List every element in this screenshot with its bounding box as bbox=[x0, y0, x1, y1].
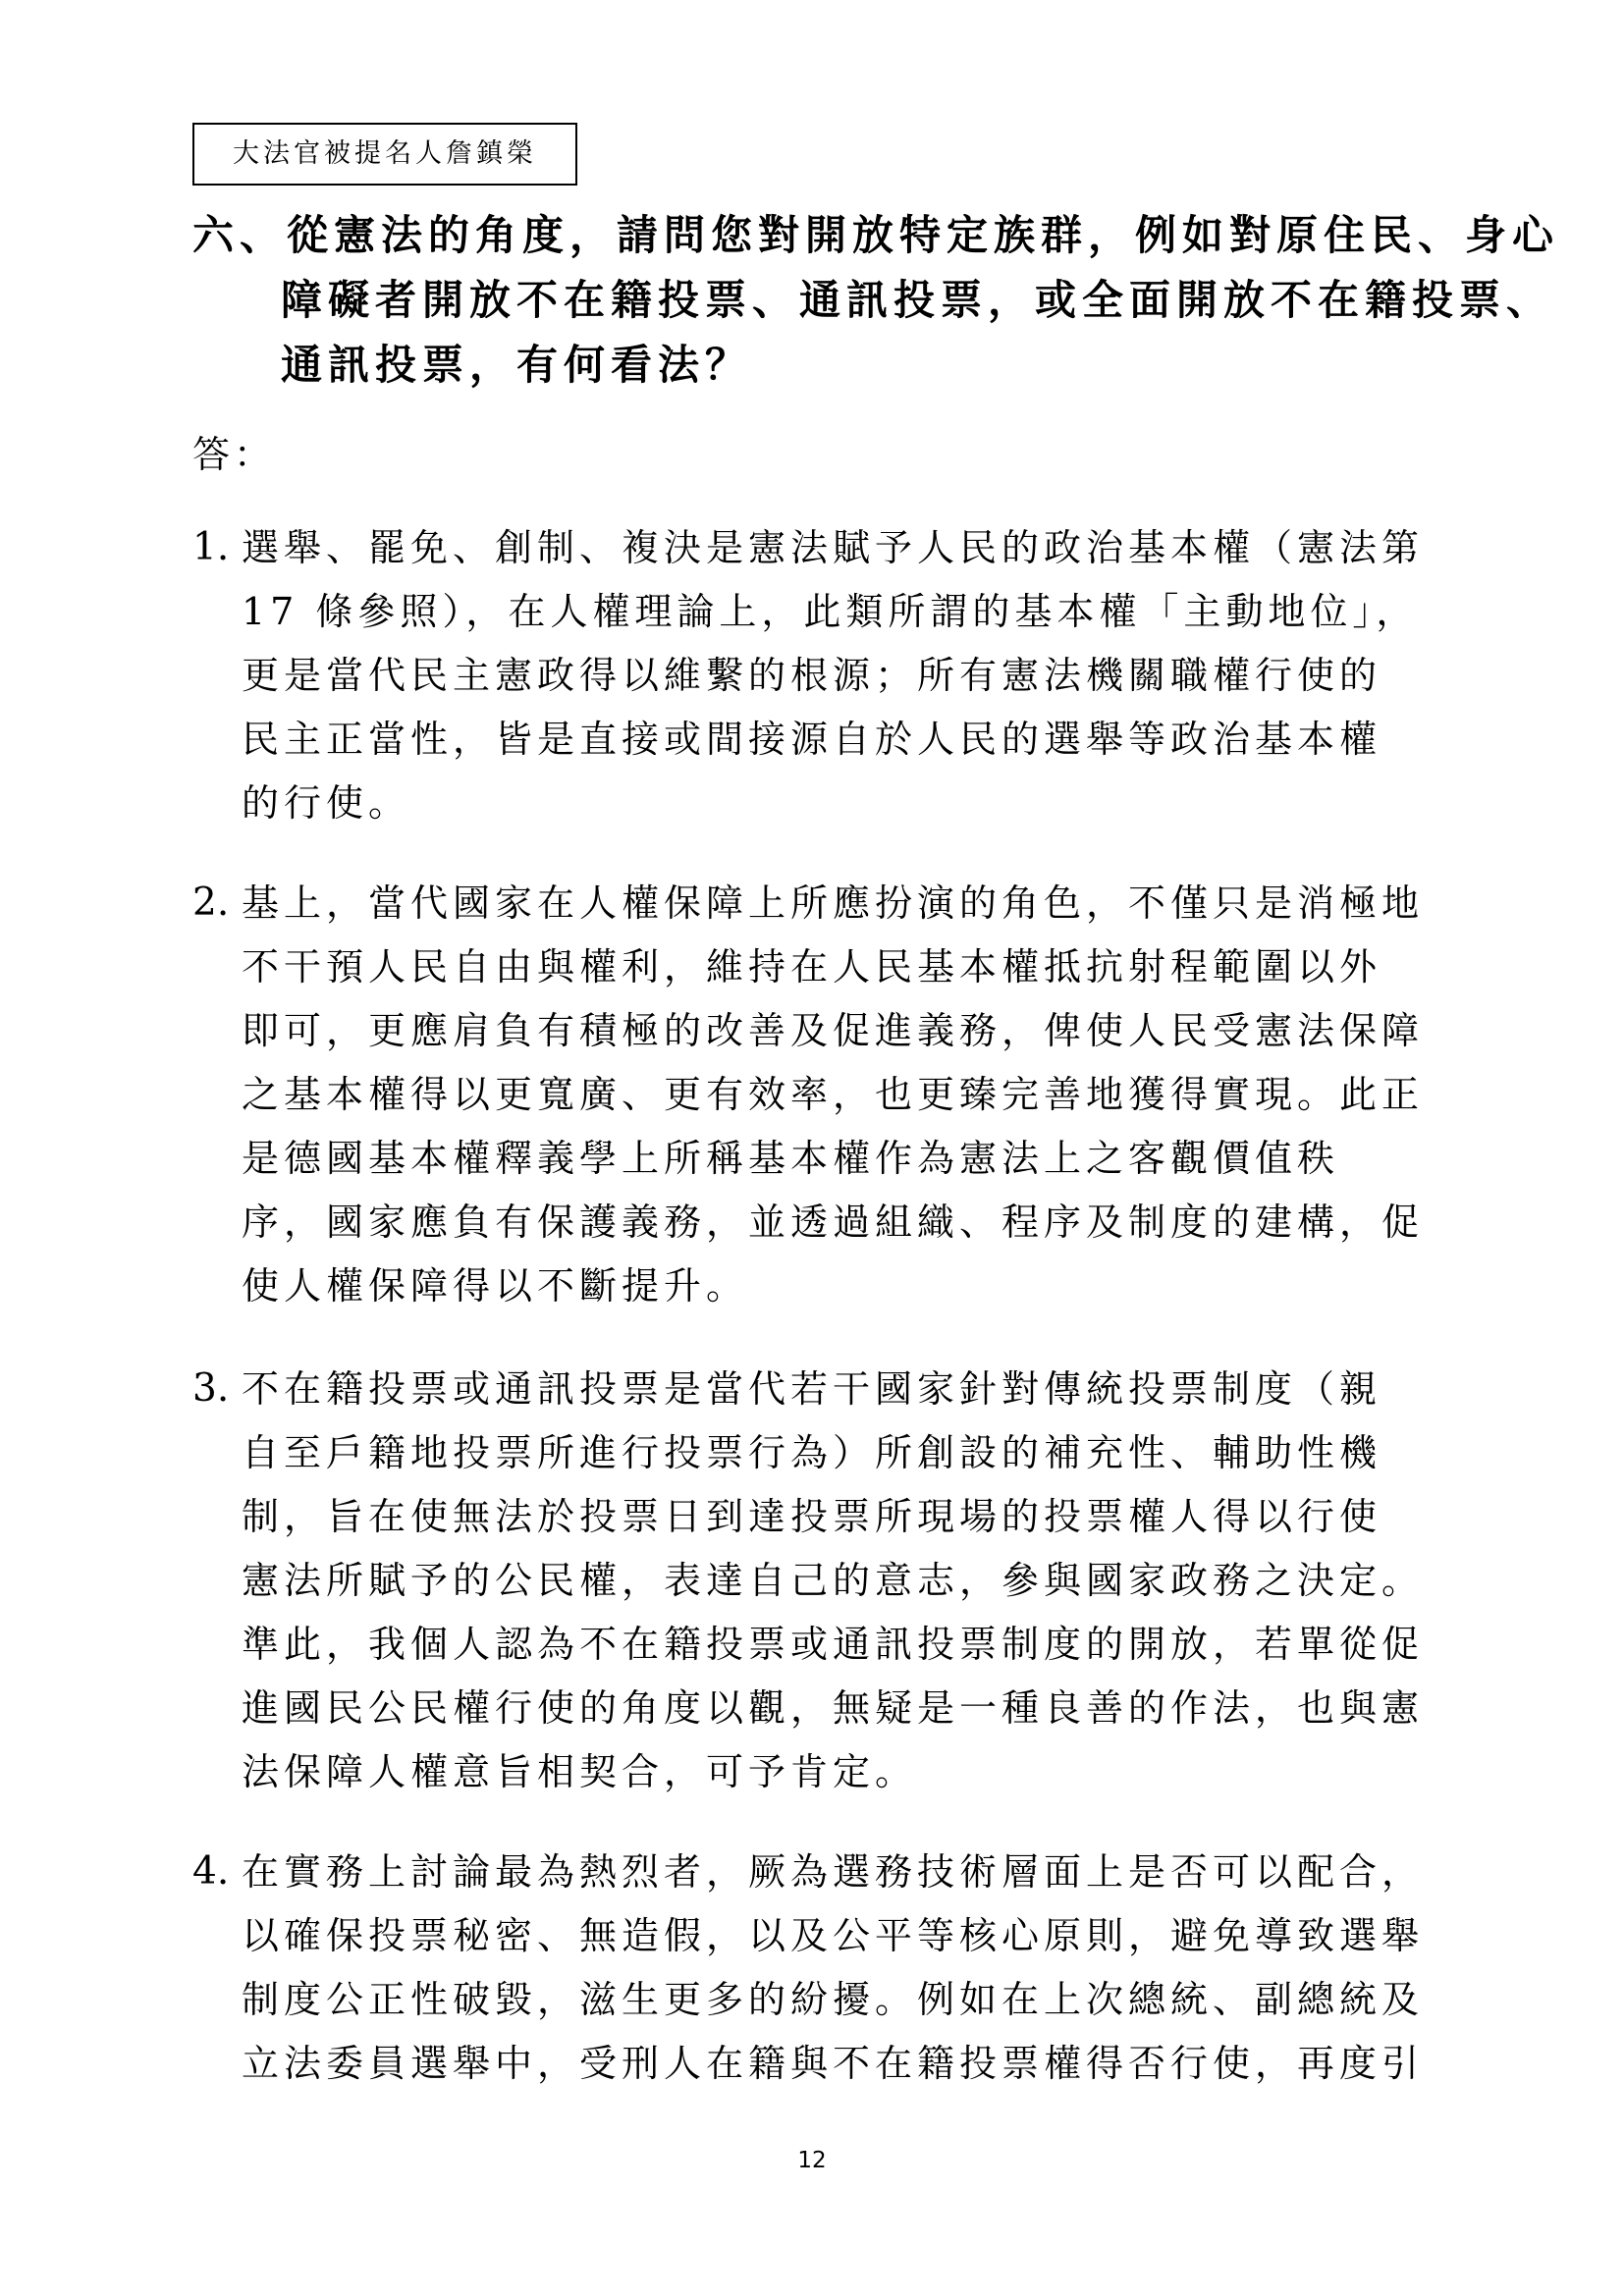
nominee-label-box: 大法官被提名人詹鎮榮 bbox=[192, 123, 577, 186]
paragraph-line: 更是當代民主憲政得以維繫的根源；所有憲法機關職權行使的 bbox=[242, 654, 1382, 697]
paragraph-line: 準此，我個人認為不在籍投票或通訊投票制度的開放，若單從促 bbox=[242, 1623, 1425, 1666]
paragraph-line: 立法委員選舉中，受刑人在籍與不在籍投票權得否行使，再度引 bbox=[242, 2042, 1425, 2085]
paragraph-line: 民主正當性，皆是直接或間接源自於人民的選舉等政治基本權 bbox=[242, 718, 1382, 761]
paragraph-line: 之基本權得以更寬廣、更有效率，也更臻完善地獲得實現。此正 bbox=[242, 1073, 1425, 1116]
paragraph-line: 使人權保障得以不斷提升。 bbox=[242, 1264, 749, 1308]
answer-label: 答： bbox=[192, 433, 276, 476]
paragraph-line: 以確保投票秘密、無造假，以及公平等核心原則，避免導致選舉 bbox=[242, 1914, 1425, 1957]
question-line: 通訊投票，有何看法？ bbox=[281, 341, 753, 389]
paragraph-line: 進國民公民權行使的角度以觀，無疑是一種良善的作法，也與憲 bbox=[242, 1686, 1425, 1730]
page-number: 12 bbox=[797, 2148, 827, 2173]
paragraph-number: 2. bbox=[192, 881, 230, 925]
paragraph-line: 自至戶籍地投票所進行投票行為）所創設的補充性、輔助性機 bbox=[242, 1431, 1382, 1474]
paragraph-line: 制度公正性破毀，滋生更多的紛擾。例如在上次總統、副總統及 bbox=[242, 1978, 1425, 2021]
paragraph-line: 序，國家應負有保護義務，並透過組織、程序及制度的建構，促 bbox=[242, 1201, 1425, 1244]
paragraph-line: 在實務上討論最為熱烈者，厥為選務技術層面上是否可以配合， bbox=[242, 1850, 1425, 1894]
paragraph-line: 不干預人民自由與權利，維持在人民基本權抵抗射程範圍以外 bbox=[242, 945, 1382, 988]
question-line: 六、從憲法的角度，請問您對開放特定族群，例如對原住民、身心 bbox=[192, 211, 1560, 259]
paragraph-line: 的行使。 bbox=[242, 781, 411, 825]
paragraph-line: 是德國基本權釋義學上所稱基本權作為憲法上之客觀價值秩 bbox=[242, 1137, 1340, 1180]
paragraph-line: 不在籍投票或通訊投票是當代若干國家針對傳統投票制度（親 bbox=[242, 1367, 1382, 1411]
paragraph-line: 17 條參照），在人權理論上，此類所謂的基本權「主動地位」， bbox=[242, 590, 1419, 633]
question-line: 障礙者開放不在籍投票、通訊投票，或全面開放不在籍投票、 bbox=[281, 276, 1554, 324]
paragraph-line: 制，旨在使無法於投票日到達投票所現場的投票權人得以行使 bbox=[242, 1495, 1382, 1538]
paragraph-line: 選舉、罷免、創制、複決是憲法賦予人民的政治基本權（憲法第 bbox=[242, 526, 1425, 569]
paragraph-line: 即可，更應肩負有積極的改善及促進義務，俾使人民受憲法保障 bbox=[242, 1009, 1425, 1052]
paragraph-number: 1. bbox=[192, 525, 230, 569]
paragraph-line: 憲法所賦予的公民權，表達自己的意志，參與國家政務之決定。 bbox=[242, 1559, 1425, 1602]
paragraph-number: 3. bbox=[192, 1366, 230, 1411]
paragraph-line: 法保障人權意旨相契合，可予肯定。 bbox=[242, 1750, 918, 1793]
paragraph-line: 基上，當代國家在人權保障上所應扮演的角色，不僅只是消極地 bbox=[242, 881, 1425, 925]
paragraph-number: 4. bbox=[192, 1849, 230, 1894]
